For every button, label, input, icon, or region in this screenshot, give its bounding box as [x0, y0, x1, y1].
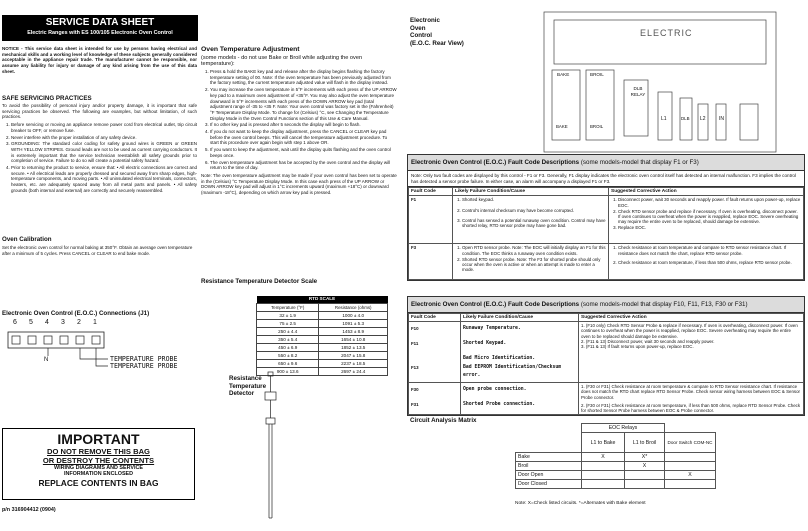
- table-row: 350 ± 5.4 1654 ± 10.8: [257, 335, 388, 343]
- eoc-relay-label: BROIL: [590, 72, 604, 77]
- notice-label: NOTICE -: [2, 46, 23, 51]
- adjust-subtitle: (some models - do not use Bake or Broil while adjusting the oven temperature):: [201, 55, 363, 68]
- fault-cause: 2. Control's internal checksum may have become corrupted.: [462, 208, 606, 213]
- page-title: SERVICE DATA SHEET: [45, 17, 155, 28]
- fault-code: F30: [411, 387, 419, 393]
- eoc-terminal-label: DLB: [681, 116, 690, 121]
- important-box: [2, 428, 195, 500]
- important-line: INFORMATION ENCLOSED: [63, 471, 134, 478]
- important-line: REPLACE CONTENTS IN BAG: [38, 477, 159, 488]
- fault-code: F31: [411, 401, 419, 407]
- fault-table-title: Electronic Oven Control (E.O.C.) Fault Code Descriptions (some models-model that display F10, F11, F13, F30 or F31): [408, 297, 804, 313]
- fault-table-title: Electronic Oven Control (E.O.C.) Fault Code Descriptions (some models-model that display F1 or F3): [408, 155, 804, 171]
- fault-col-header: Likely Failure Condition/Cause: [461, 314, 579, 322]
- adjust-heading: Oven Temperature Adjustment: [201, 46, 300, 53]
- fault-action: 1. (F30 or F31) Check resistance at room temperature & compare to RTD Sensor resistance chart. If resistance does not match the RTD chart replace RTD Sensor Probe. Check sensor wiring harness between EOC & Sensor Probe connector.: [581, 384, 800, 400]
- eoc-terminal-label: BROIL: [590, 124, 604, 129]
- j1-heading: Electronic Oven Control (E.O.C.) Connections (J1): [2, 310, 150, 317]
- fault-action: 1. Check resistance at room temperature and compare to RTD sensor resistance chart. If resistance does not match the chart, replace RTD sensor probe.: [618, 245, 801, 255]
- j1-pin-label: 4: [45, 319, 49, 326]
- fault-action: 1. (F10 only) Check RTD Sensor Probe & replace if necessary. If oven is overheating, disconnect power. If oven continues to overheat when the power is reapplied, replace EOC. Severe overheating may require the entire oven to be replaced should damage be extensive.: [581, 323, 798, 339]
- fault-cause: Shorted Probe connection.: [463, 401, 536, 407]
- eoc-caption-line: Oven: [410, 24, 426, 32]
- fault-codes-f10-f31: [407, 296, 805, 416]
- safe-item: 1. Before servicing or moving an appliance remove power cord from electrical outlet, trip circuit breaker to OFF, or remove fuse.: [11, 122, 197, 133]
- table-row: 550 ± 8.2 2047 ± 15.8: [257, 351, 388, 359]
- j1-pin-label: 5: [29, 319, 33, 326]
- fault-code: F10: [411, 326, 419, 332]
- eoc-relay-label: BAKE: [557, 72, 570, 77]
- j1-n-label: N: [44, 357, 49, 363]
- adjust-step: 3. If no other key pad is pressed after 5 seconds the display will begin to flash.: [210, 122, 397, 128]
- table-row: 75 ± 2.5 1091 ± 5.3: [257, 319, 388, 327]
- fault-action: 2. Check resistance at room temperature, if less than 500 ohms, replace RTD sensor probe.: [618, 260, 801, 265]
- matrix-col-header: Door Switch COM-NC: [665, 433, 716, 453]
- page-header: [2, 15, 198, 41]
- fault-action: 3. (F11 & 13) If fault returns upon power-up, replace EOC.: [581, 344, 694, 350]
- matrix-footnote: Note: X=Check listed circuits. *=Alternates with Bake element: [515, 501, 646, 506]
- detector-caption-line: Resistance: [229, 375, 262, 382]
- matrix-col-header: L1 to Broil: [625, 433, 665, 453]
- eoc-terminal-label: BAKE: [556, 124, 568, 129]
- adjust-step: 2. You may increase the oven temperature in 5°F increments with each press of the UP ARROW key pad to a maximum oven adjustment of +35°F. You may also adjust the oven temperature downward in 5°F increments with each press of the DOWN ARROW key pad (total adjustment range of -35 to +35 F. Note: Your oven control was factory set in the (Fahrenheit) °F Temperature Display Mode. To change for (Celsius) °C, see Changing the Temperature Display Mode in the Oven Control Functions section of this Use & Care Manual.: [210, 87, 397, 121]
- eoc-board-label: ELECTRIC: [640, 28, 693, 38]
- important-line: DO NOT REMOVE THIS BAG: [47, 447, 150, 456]
- adjust-step: 5. If you want to keep the adjustment, wait until the display quits flashing and the oven control beeps once.: [210, 147, 397, 158]
- table-row: Door Closed: [516, 480, 716, 489]
- table-row: [409, 196, 804, 244]
- fault-codes-f1-f3: [407, 154, 805, 281]
- fault-cause: 3. Control has sensed a potential runaway oven condition. Control may have shorted relay, RTD sensor probe may have gone bad.: [462, 218, 606, 228]
- fault-action: 3. Replace EOC.: [618, 225, 801, 230]
- matrix-group-header: EOC Relays: [582, 424, 665, 433]
- fault-cause: 1. Shorted keypad.: [462, 197, 606, 202]
- circuit-analysis-matrix: [515, 423, 716, 489]
- table-row: 250 ± 4.4 1453 ± 8.9: [257, 327, 388, 335]
- eoc-caption-line: Electronic: [410, 17, 440, 24]
- fault-action: 1. Disconnect power, wait 30 seconds and reapply power. If fault returns upon power-up, replace EOC.: [618, 197, 801, 207]
- eoc-caption: [410, 17, 464, 47]
- table-row: 450 ± 6.9 1852 ± 13.5: [257, 343, 388, 351]
- matrix-col-header: L1 to Bake: [582, 433, 625, 453]
- safe-item: 4. Prior to returning the product to service, ensure that: • All electric connections are correct and secure. • All electrical leads are properly dressed and secured away from sharp edges, high-temperature components, and moving parts. • All uninsulated electrical terminals, connectors, heaters, etc. are adequately spaced away from all metal parts and panels. • All safety grounds (both internal and external) are correctly and securely reassembled.: [11, 165, 197, 194]
- page-subtitle: Electric Ranges with ES 100/105 Electronic Oven Control: [27, 30, 173, 36]
- notice-text: This service data sheet is intended for use by persons having electrical and mechanical skills and a working level of knowledge of these subjects generally considered acceptable in the appliance repair trade. The manufacturer cannot be responsible, nor assume any liability for injury or damage of any kind arising from the use of this data sheet.: [2, 46, 197, 74]
- table-row: [409, 383, 804, 415]
- rtd-table-header: RTD SCALE: [257, 296, 388, 303]
- eoc-terminal-label: L1: [661, 116, 667, 122]
- important-line: OR DESTROY THE CONTENTS: [42, 456, 155, 465]
- j1-pin-label: 3: [61, 319, 65, 326]
- j1-connector-diagram: [2, 320, 198, 380]
- eoc-relay-label: DLB RELAY: [630, 86, 646, 97]
- fault-cause: Open probe connection.: [463, 387, 527, 393]
- fault-table-note: Note: Only two fault codes are displayed by this control - F1 or F3. Generally, F1 display indicates the electronic oven control itself has detected an internal malfunction. F3 implies the control has detected a sensor probe failure. In either case, an alarm will accompany a displayed F1 or F3.: [408, 171, 804, 187]
- adjust-step: 6. The oven temperature adjustment has be accepted by the oven control and the display will return to the time of day.: [210, 160, 397, 171]
- rtd-probe-drawing: [256, 368, 288, 528]
- fault-code: F1: [409, 196, 453, 244]
- table-row: Bake X X*: [516, 453, 716, 462]
- adjust-block: [201, 69, 397, 196]
- fault-col-header: Suggested Corrective Action: [609, 188, 804, 196]
- fault-col-header: Fault Code: [409, 188, 453, 196]
- fault-code: F11: [411, 341, 419, 346]
- important-line: WIRING DIAGRAMS AND SERVICE: [54, 465, 143, 471]
- safe-intro: To avoid the possibility of personal injury and/or property damage, it is important that safe servicing practices be observed. The following are examples, but without limitation, of such practices.: [2, 103, 197, 120]
- rtd-heading: Resistance Temperature Detector Scale: [201, 278, 318, 285]
- j1-probe-label: TEMPERATURE PROBE: [110, 362, 178, 370]
- table-row: [409, 322, 804, 383]
- calibration-text: Set the electronic oven control for normal baking at 350°F. Obtain an average oven temperature after a minimum of 5 cycles. Press CANCEL or CLEAR to end bake mode.: [2, 245, 193, 256]
- eoc-terminal-label: IN: [719, 116, 724, 122]
- table-row: 32 ± 1.9 1000 ± 4.0: [257, 311, 388, 319]
- fault-cause: 2. Shorted RTD sensor probe. Note: The F3 for shorted probe should only occur when the oven is active or when an attempt is made to enter a mode.: [462, 257, 606, 273]
- safe-practices-block: [2, 103, 197, 195]
- table-row: 900 ± 13.6 2697 ± 24.4: [257, 367, 388, 375]
- eoc-caption-line: (E.O.C. Rear View): [410, 39, 464, 47]
- calibration-heading: Oven Calibration: [2, 236, 52, 243]
- rtd-scale-table: [256, 296, 388, 376]
- j1-pin-label: 1: [93, 319, 97, 326]
- table-row: [409, 244, 804, 280]
- adjust-note: Note: The oven temperature adjustment may be made if your oven control has been set to operate in the (Celsius) °C Temperature Display Mode. In this case each press of the UP ARROW or DOWN ARROW key pad will adjust in 1°C increments upward (maximum +18°C) or downward (maximum -18°C), depending on which arrow key pad is pressed.: [201, 172, 397, 196]
- safe-practices-heading: SAFE SERVICING PRACTICES: [2, 95, 92, 102]
- eoc-caption-line: Control: [410, 32, 432, 39]
- adjust-step: 4. If you do not want to keep the display adjustment, press the CANCEL or CLEAR key pad before the oven control beeps. This will cancel the temperature adjustment procedure. To start this procedure over again begin with step 1 above OR.: [210, 129, 397, 146]
- detector-caption-line: Temperature: [229, 382, 267, 390]
- safe-item: 3. GROUNDING: The standard color coding for safety ground wires is GREEN or GREEN WITH YELLOW STRIPES. Ground leads are not to be used as current carrying conductors. It is extremely important that the service technician reestablish all safety grounds prior to completion of service. Failure to do so will create a potential safety hazard.: [11, 141, 197, 164]
- fault-cause: 1. Open RTD sensor probe. Note: The EOC will initially display an F1 for this condition. The EOC thinks a runaway oven condition exists.: [462, 245, 606, 255]
- fault-action: 2. (F30 or F31) Check resistance at room temperature, if less than 500 ohms, replace RTD Sensor Probe. Check for shorted Sensor Probe harness between EOC & Probe connector.: [581, 402, 801, 413]
- fault-col-header: Suggested Corrective Action: [579, 314, 804, 322]
- rtd-col-header: Resistance (ohms): [319, 303, 388, 311]
- table-row: Broil X: [516, 462, 716, 471]
- rtd-col-header: Temperature (°F): [257, 303, 319, 311]
- adjust-step: 1. Press & hold the BAKE key pad and release after the display begins flashing the factory temperature setting of 00. Note: If the oven temperature has been previously adjusted from the factory setting, the current temperature adjusted value will flash in the display instead.: [210, 69, 397, 86]
- fault-action: 2. (F11 & 13) Disconnect power, wait 30 seconds and reapply power.: [581, 338, 715, 344]
- fault-code: F13: [411, 364, 419, 370]
- j1-pin-label: 6: [13, 319, 17, 326]
- fault-cause: Shorted Keypad.: [463, 341, 507, 346]
- j1-probe-label: TEMPERATURE PROBE: [110, 355, 178, 363]
- fault-cause: Bad Micro Identification.: [463, 355, 536, 361]
- important-title: IMPORTANT: [57, 431, 140, 447]
- table-row: 650 ± 9.6 2237 ± 18.5: [257, 359, 388, 367]
- part-number: p/n 316904412 (0904): [2, 507, 56, 513]
- notice-block: [2, 46, 197, 75]
- detector-caption-line: Detector: [229, 390, 255, 397]
- fault-action: 2. Check RTD sensor probe and replace if necessary. If oven is overheating, disconnect power. If oven continues to overheat when the power is reapplied, replace EOC. Severe overheating may require the entire oven to be replaced, should damage be extensive.: [618, 209, 801, 225]
- fault-cause: Runaway Temperature.: [463, 326, 521, 332]
- fault-col-header: Fault Code: [409, 314, 461, 322]
- eoc-terminal-label: L2: [700, 116, 706, 122]
- matrix-heading: Circuit Analysis Matrix: [410, 417, 477, 424]
- safe-item: 2. Never interfere with the proper installation of any safety device.: [11, 135, 197, 141]
- table-row: Door Open X: [516, 471, 716, 480]
- fault-col-header: Likely Failure Condition/Cause: [453, 188, 609, 196]
- fault-cause: Bad EEPROM Identification/Checksum error.: [463, 364, 562, 379]
- fault-code: F3: [409, 244, 453, 280]
- j1-pin-label: 2: [77, 319, 81, 326]
